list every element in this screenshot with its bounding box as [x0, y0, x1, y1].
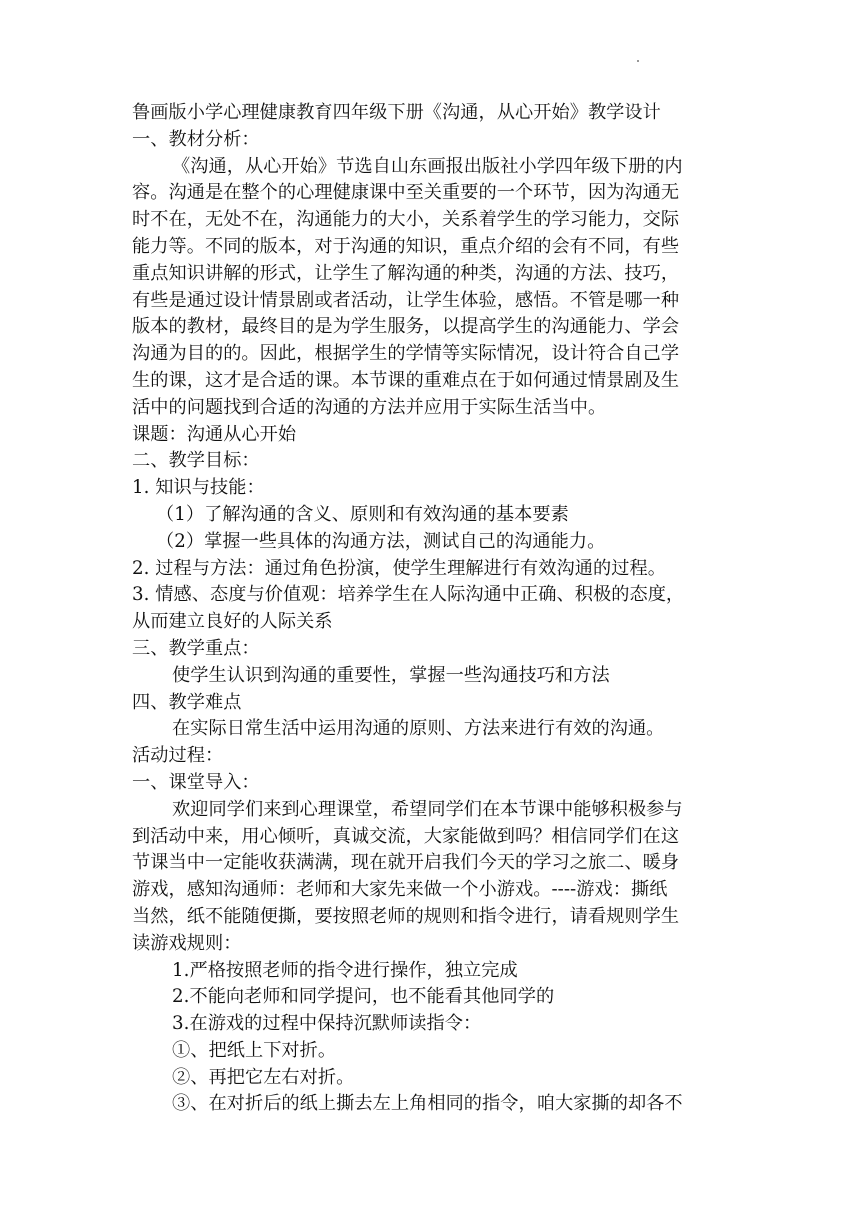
paragraph-line: 在实际日常生活中运用沟通的原则、方法来进行有效的沟通。: [172, 718, 665, 740]
goal-item: 3. 情感、态度与价值观：培养学生在人际沟通中正确、积极的态度，: [132, 584, 685, 606]
paragraph-line: 到活动中来，用心倾听，真诚交流，大家能做到吗？相信同学们在这: [132, 825, 680, 847]
section-heading-textbook-analysis: 一、教材分析：: [132, 128, 260, 150]
section-heading-key-points: 三、教学重点：: [132, 637, 260, 659]
document-body: [132, 100, 732, 1118]
goal-item: 1. 知识与技能：: [132, 477, 265, 499]
paragraph-line: 重点知识讲解的形式，让学生了解沟通的种类，沟通的方法、技巧，: [132, 262, 680, 284]
paragraph-line: 能力等。不同的版本，对于沟通的知识，重点介绍的会有不同，有些: [132, 235, 680, 257]
paragraph-line: 生的课，这才是合适的课。本节课的重难点在于如何通过情景剧及生: [132, 369, 680, 391]
goal-subitem: （1）了解沟通的含义、原则和有效沟通的基本要素: [156, 503, 569, 525]
paragraph-line: 时不在，无处不在，沟通能力的大小，关系着学生的学习能力，交际: [132, 209, 680, 231]
goal-subitem: （2）掌握一些具体的沟通方法，测试自己的沟通能力。: [156, 530, 606, 552]
paragraph-line: 游戏，感知沟通师：老师和大家先来做一个小游戏。----游戏：撕纸: [132, 879, 668, 901]
paragraph-line: 版本的教材，最终目的是为学生服务，以提高学生的沟通能力、学会: [132, 316, 680, 338]
document-title: 鲁画版小学心理健康教育四年级下册《沟通，从心开始》教学设计: [132, 102, 661, 123]
section-heading-teaching-goals: 二、教学目标：: [132, 450, 260, 472]
page-dot-mark: [637, 60, 639, 62]
paragraph-line: 沟通为目的的。因此，根据学生的学情等实际情况，设计符合自己学: [132, 343, 680, 365]
paragraph-line: 当然，纸不能随便撕，要按照老师的规则和指令进行，请看规则学生: [132, 905, 680, 927]
paragraph-line: 《沟通，从心开始》节选自山东画报出版社小学四年级下册的内: [172, 155, 683, 177]
paragraph-line: 读游戏规则：: [132, 932, 242, 954]
goal-item: 2. 过程与方法：通过角色扮演，使学生理解进行有效沟通的过程。: [132, 557, 666, 579]
game-rule-item: 2.不能向老师和同学提问，也不能看其他同学的: [172, 986, 555, 1008]
instruction-item: ②、再把它左右对折。: [172, 1066, 355, 1088]
instruction-item: ①、把纸上下对折。: [172, 1039, 337, 1061]
paragraph-line: 有些是通过设计情景剧或者活动，让学生体验，感悟。不管是哪一种: [132, 289, 680, 311]
paragraph-line: 从而建立良好的人际关系: [132, 611, 333, 633]
paragraph-line: 使学生认识到沟通的重要性，掌握一些沟通技巧和方法: [172, 664, 610, 686]
paragraph-line: 容。沟通是在整个的心理健康课中至关重要的一个环节，因为沟通无: [132, 182, 680, 204]
instruction-item: ③、在对折后的纸上撕去左上角相同的指令，咱大家撕的却各不: [172, 1093, 683, 1115]
section-heading-activity-process: 活动过程：: [132, 745, 224, 767]
game-rule-item: 1.严格按照老师的指令进行操作，独立完成: [172, 959, 518, 981]
lesson-topic: 课题：沟通从心开始: [132, 423, 297, 445]
paragraph-line: 欢迎同学们来到心理课堂，希望同学们在本节课中能够积极参与: [172, 798, 683, 820]
game-rule-item: 3.在游戏的过程中保持沉默师读指令：: [172, 1013, 482, 1035]
section-heading-difficulties: 四、教学难点: [132, 691, 242, 713]
section-heading-class-intro: 一、课堂导入：: [132, 771, 260, 793]
paragraph-line: 节课当中一定能收获满满，现在就开启我们今天的学习之旅二、暖身: [132, 852, 680, 874]
paragraph-line: 活中的问题找到合适的沟通的方法并应用于实际生活当中。: [132, 396, 607, 418]
